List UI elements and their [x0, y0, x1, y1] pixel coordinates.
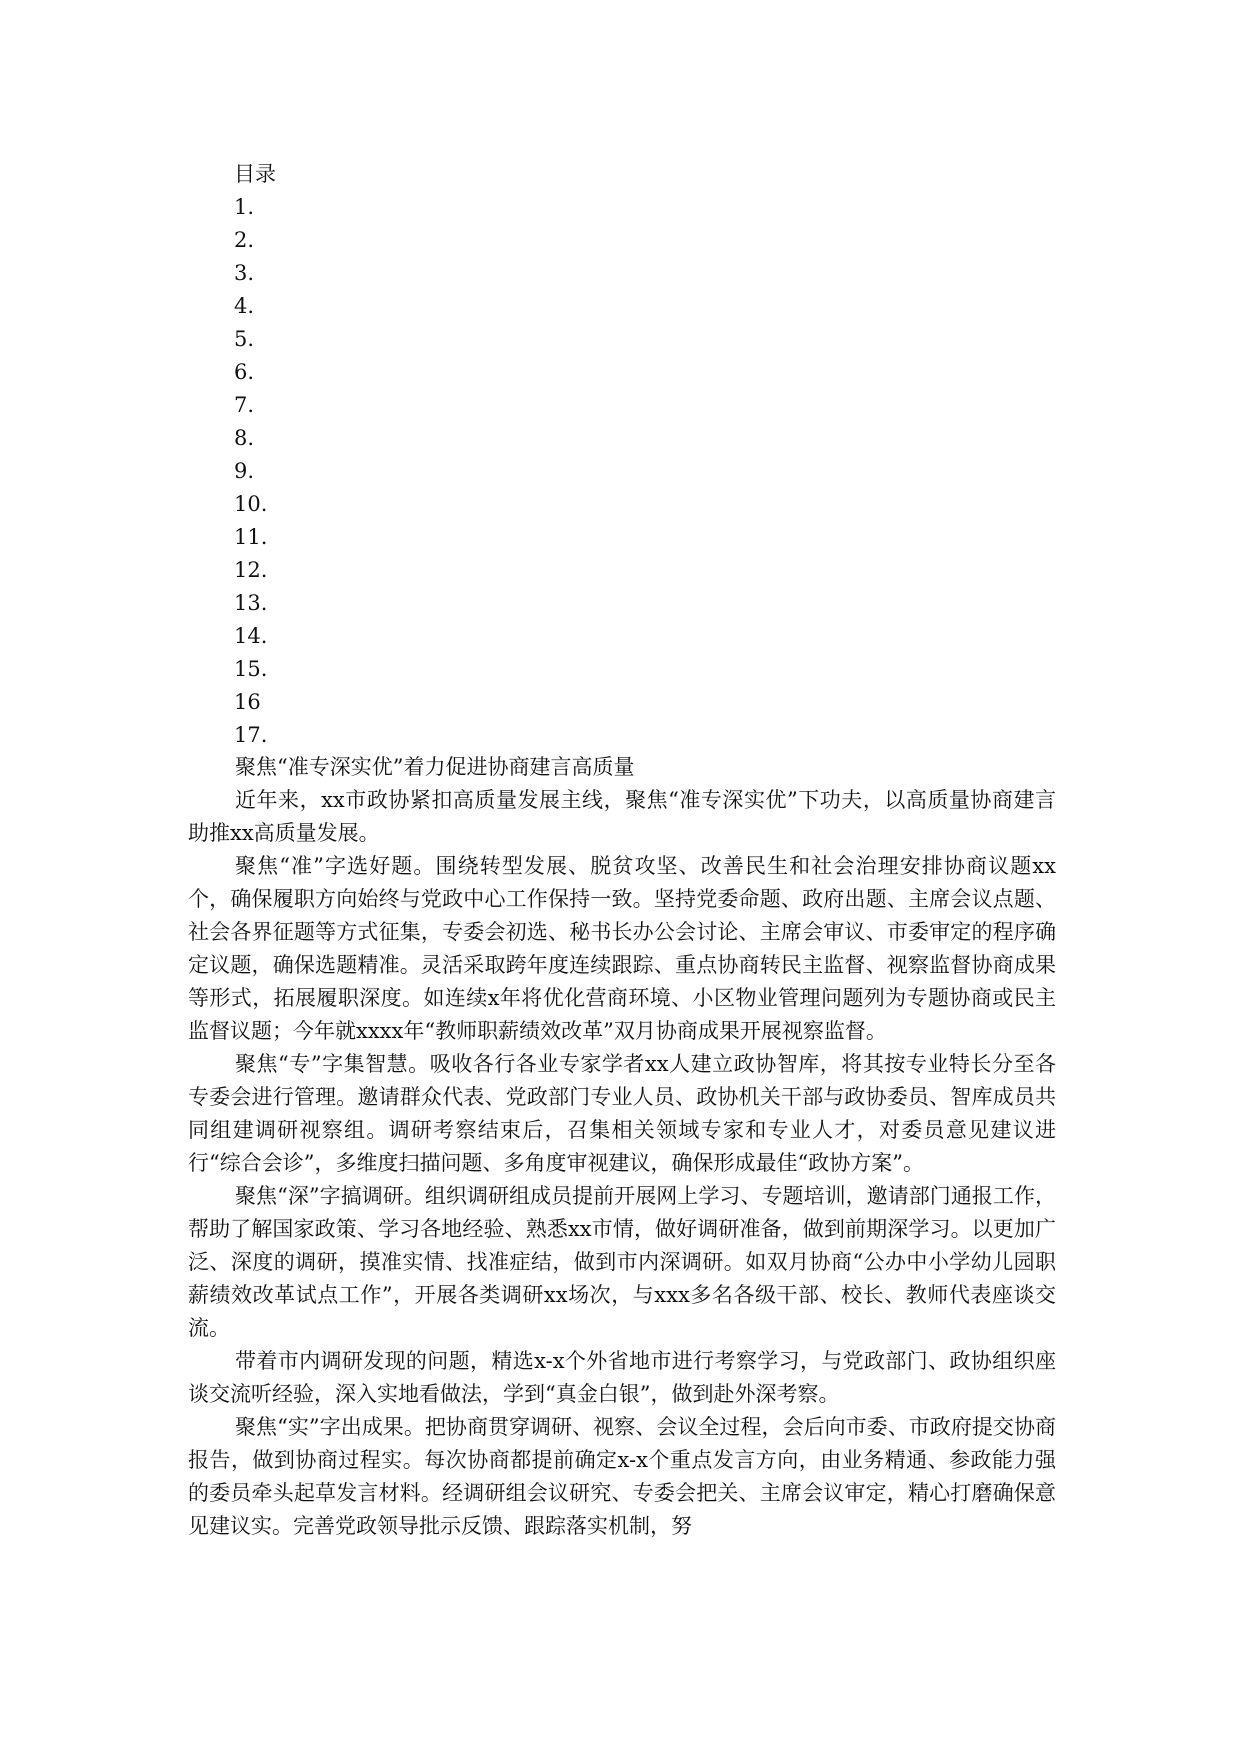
toc-item: 8. [234, 426, 255, 450]
toc-item: 9. [234, 459, 255, 483]
toc-item: 7. [234, 393, 255, 417]
toc-item: 6. [234, 360, 255, 384]
toc-item: 3. [234, 261, 255, 285]
toc-item: 12. [234, 558, 268, 582]
paragraph: 近年来，xx市政协紧扣高质量发展主线，聚焦“准专深实优”下功夫，以高质量协商建言助推xx高质量发展。 [188, 788, 1056, 845]
toc-item: 15. [234, 657, 268, 681]
paragraph: 带着市内调研发现的问题，精选x-x个外省地市进行考察学习，与党政部门、政协组织座谈交流听经验，深入实地看做法，学到“真金白银”，做到赴外深考察。 [188, 1349, 1056, 1406]
toc-item: 1. [234, 195, 255, 219]
article-title: 聚焦“准专深实优”着力促进协商建言高质量 [235, 755, 635, 779]
toc-item: 14. [234, 624, 268, 648]
toc-item: 11. [234, 525, 268, 549]
toc-item: 17. [234, 723, 268, 747]
toc-item: 10. [234, 492, 268, 516]
toc-item: 4. [234, 294, 255, 318]
toc-item: 13. [234, 591, 268, 615]
paragraph: 聚焦“深”字搞调研。组织调研组成员提前开展网上学习、专题培训，邀请部门通报工作，帮助了解国家政策、学习各地经验、熟悉xx市情，做好调研准备，做到前期深学习。以更加广泛、深度的调研，摸准实情、找准症结，做到市内深调研。如双月协商“公办中小学幼儿园职薪绩效改革试点工作”，开展各类调研xx场次，与xxx多名各级干部、校长、教师代表座谈交流。 [188, 1184, 1056, 1340]
table-of-contents [234, 158, 634, 752]
paragraph: 聚焦“实”字出成果。把协商贯穿调研、视察、会议全过程，会后向市委、市政府提交协商报告，做到协商过程实。每次协商都提前确定x-x个重点发言方向，由业务精通、参政能力强的委员牵头起草发言材料。经调研组会议研究、专委会把关、主席会议审定，精心打磨确保意见建议实。完善党政领导批示反馈、跟踪落实机制，努 [188, 1415, 1056, 1538]
paragraph: 聚焦“准”字选好题。围绕转型发展、脱贫攻坚、改善民生和社会治理安排协商议题xx个，确保履职方向始终与党政中心工作保持一致。坚持党委命题、政府出题、主席会议点题、社会各界征题等方式征集，专委会初选、秘书长办公会讨论、主席会审议、市委审定的程序确定议题，确保选题精准。灵活采取跨年度连续跟踪、重点协商转民主监督、视察监督协商成果等形式，拓展履职深度。如连续x年将优化营商环境、小区物业管理问题列为专题协商或民主监督议题；今年就xxxx年“教师职薪绩效改革”双月协商成果开展视察监督。 [188, 854, 1056, 1043]
toc-heading: 目录 [234, 162, 276, 186]
toc-item: 2. [234, 228, 255, 252]
toc-item: 16 [234, 690, 261, 714]
article-body [188, 751, 1056, 1543]
paragraph: 聚焦“专”字集智慧。吸收各行各业专家学者xx人建立政协智库，将其按专业特长分至各专委会进行管理。邀请群众代表、党政部门专业人员、政协机关干部与政协委员、智库成员共同组建调研视察组。调研考察结束后，召集相关领域专家和专业人才，对委员意见建议进行“综合会诊”，多维度扫描问题、多角度审视建议，确保形成最佳“政协方案”。 [188, 1052, 1056, 1175]
toc-item: 5. [234, 327, 255, 351]
